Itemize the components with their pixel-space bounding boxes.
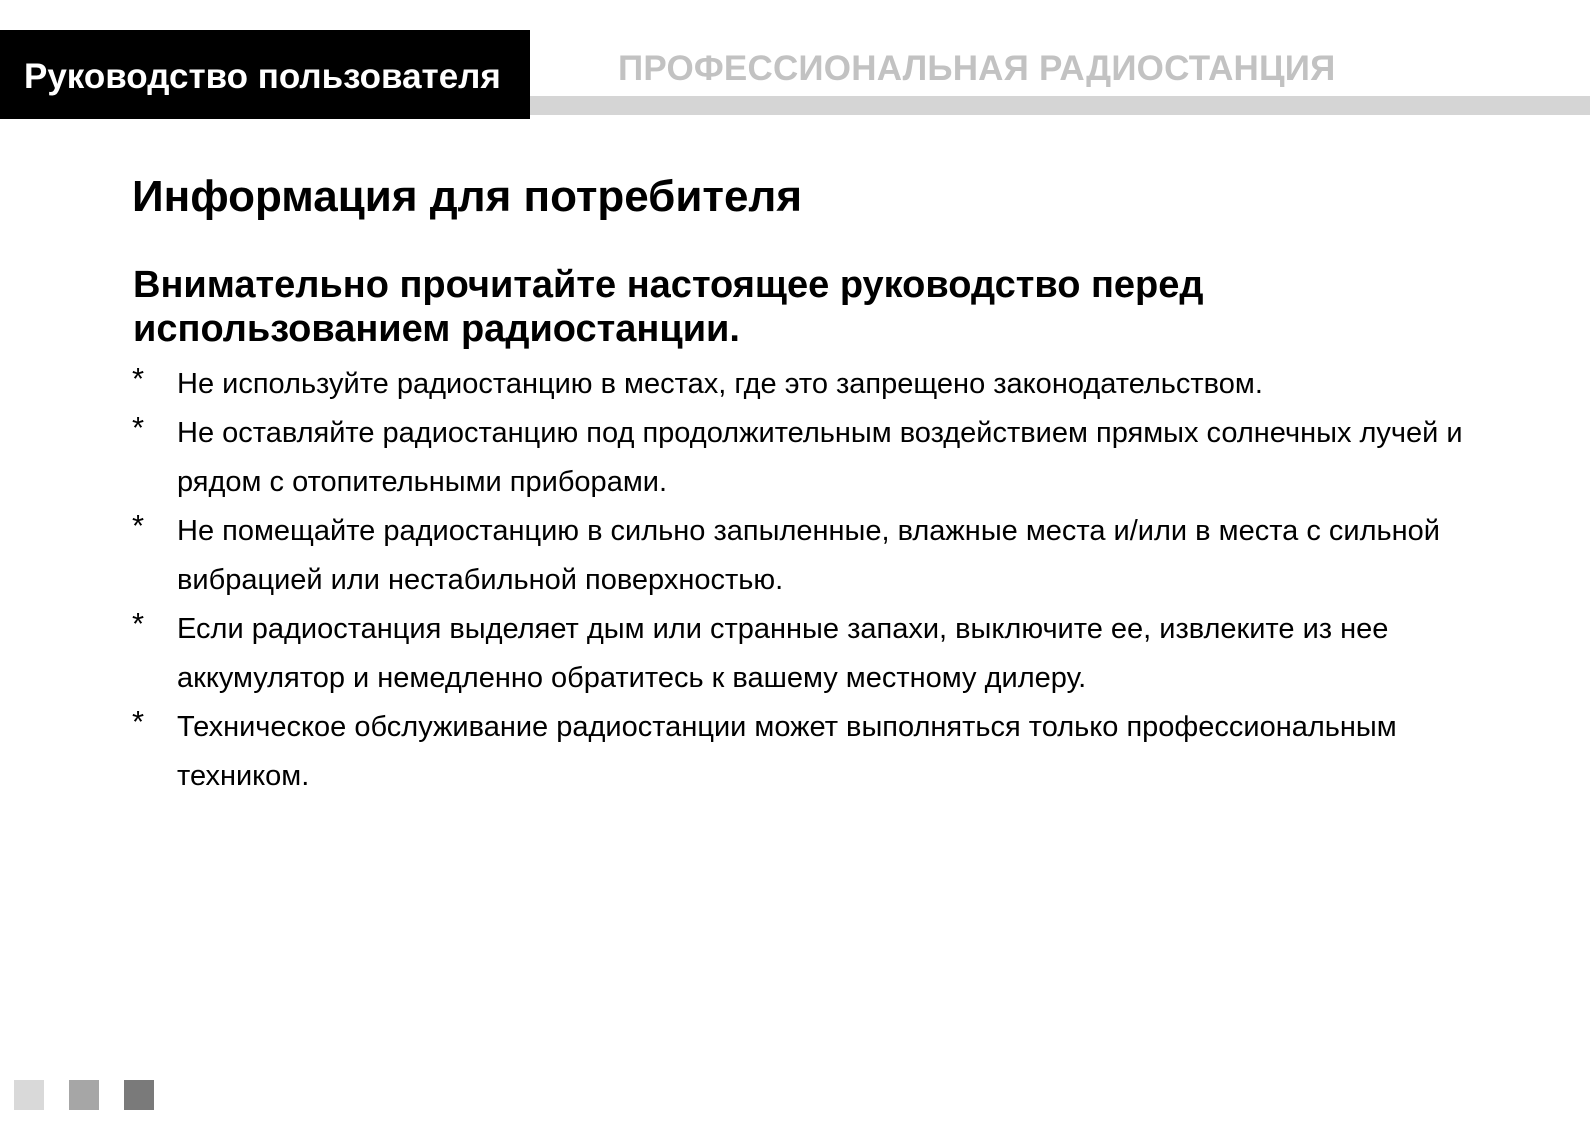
list-item [130,507,1470,605]
safety-rules-list [130,360,1470,801]
warning-heading: Внимательно прочитайте настоящее руководство перед использованием радиостанции. [133,264,1204,350]
list-item [130,605,1470,703]
footer-square-light [14,1080,44,1110]
header-rule [530,96,1590,115]
bullet-asterisk: * [132,704,145,739]
bullet-asterisk: * [132,361,145,396]
list-item-text: Не используйте радиостанцию в местах, где это запрещено законодательством. [177,368,1263,400]
footer-decoration [14,1080,154,1110]
footer-square-dark [124,1080,154,1110]
list-item-text: Если радиостанция выделяет дым или странные запахи, выключите ее, извлеките из нее аккумулятор и немедленно обратитесь к вашему местному дилеру. [177,613,1389,694]
manual-label-box [0,30,530,119]
page-title: Информация для потребителя [132,172,803,221]
list-item-text: Не оставляйте радиостанцию под продолжительным воздействием прямых солнечных лучей и рядом с отопительными приборами. [177,417,1463,498]
list-item [130,360,1470,409]
footer-square-medium [69,1080,99,1110]
bullet-asterisk: * [132,606,145,641]
list-item [130,703,1470,801]
header-subtitle: ПРОФЕССИОНАЛЬНАЯ РАДИОСТАНЦИЯ [618,49,1336,88]
manual-label: Руководство пользователя [24,56,501,96]
list-item-text: Не помещайте радиостанцию в сильно запыленные, влажные места и/или в места с сильной вибрацией или нестабильной поверхностью. [177,515,1440,596]
list-item [130,409,1470,507]
bullet-asterisk: * [132,508,145,543]
bullet-asterisk: * [132,410,145,445]
list-item-text: Техническое обслуживание радиостанции может выполняться только профессиональным техником. [177,711,1397,792]
